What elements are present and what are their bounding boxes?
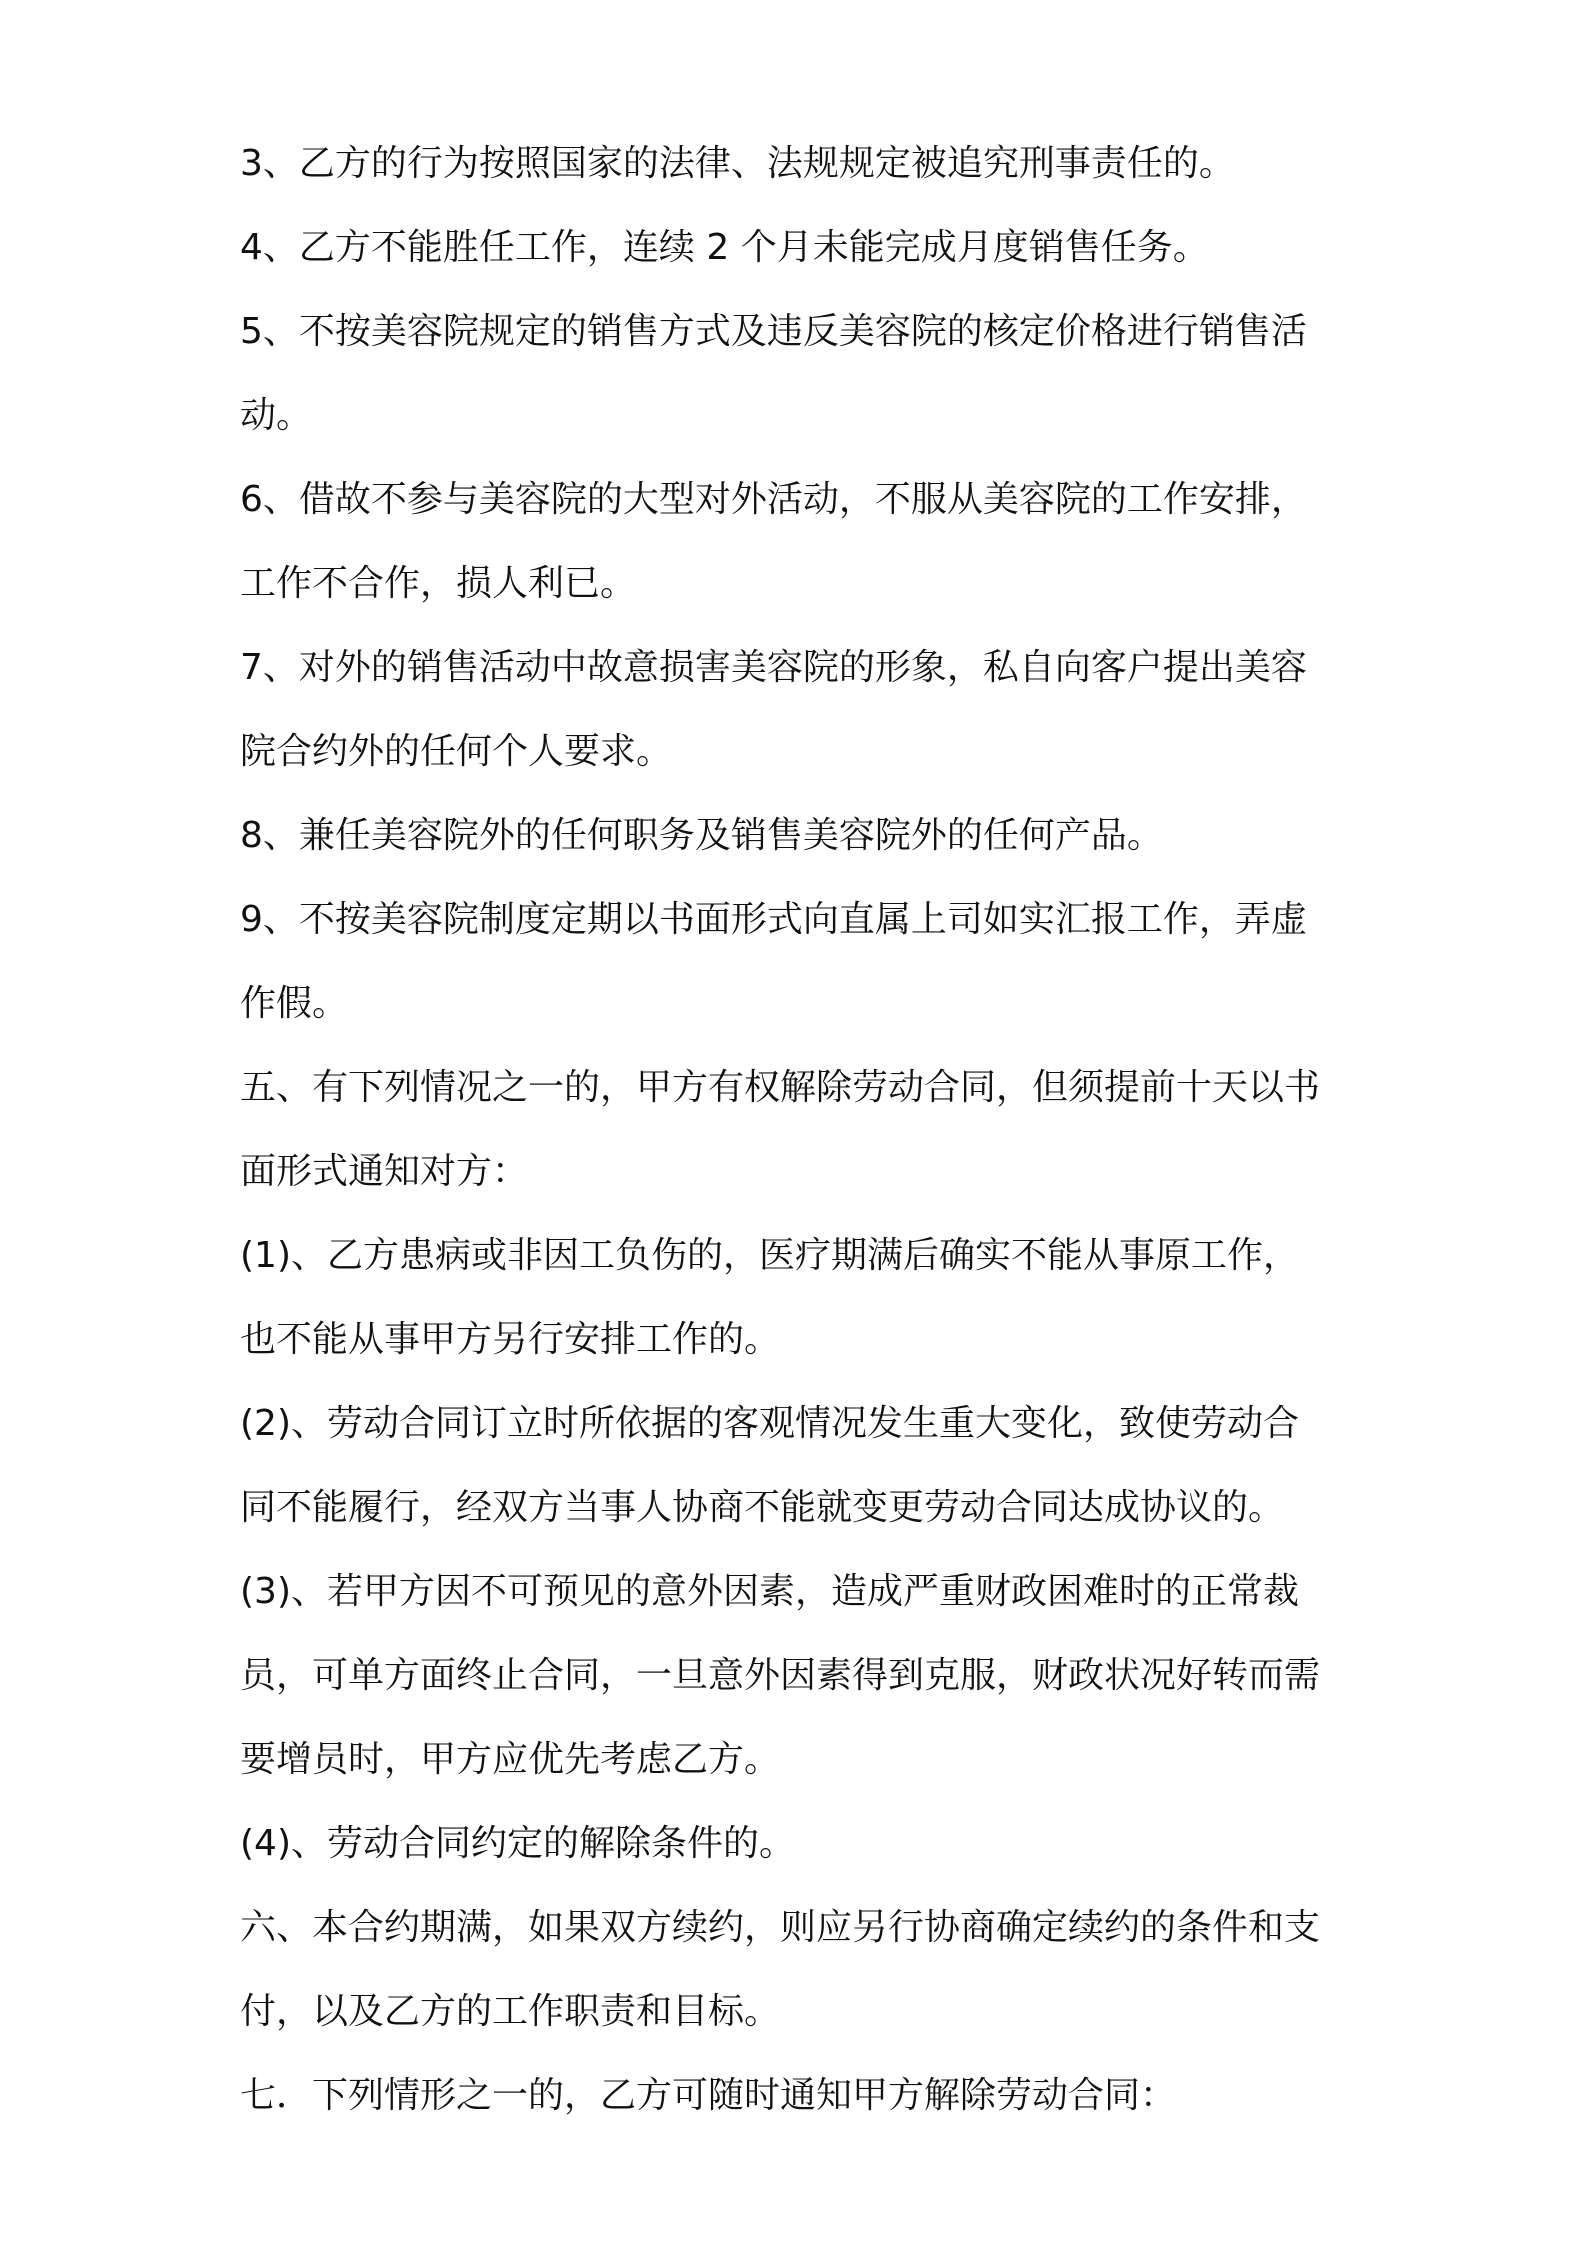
text-line-19: 员，可单方面终止合同，一旦意外因素得到克服，财政状况好转而需 <box>240 1655 1321 1696</box>
text-line-8: 院合约外的任何个人要求。 <box>240 731 673 772</box>
text-line-4: 动。 <box>240 395 313 436</box>
text-line-13: 面形式通知对方： <box>240 1151 529 1192</box>
text-line-20: 要增员时，甲方应优先考虑乙方。 <box>240 1739 781 1780</box>
text-line-11: 作假。 <box>240 983 349 1024</box>
text-line-2: 4、乙方不能胜任工作，连续 2 个月未能完成月度销售任务。 <box>240 227 1209 268</box>
text-line-12: 五、有下列情况之一的，甲方有权解除劳动合同，但须提前十天以书 <box>240 1067 1321 1108</box>
text-line-5: 6、借故不参与美容院的大型对外活动，不服从美容院的工作安排， <box>240 479 1307 520</box>
text-line-22: 六、本合约期满，如果双方续约，则应另行协商确定续约的条件和支 <box>240 1907 1321 1948</box>
text-line-16: (2)、劳动合同订立时所依据的客观情况发生重大变化，致使劳动合 <box>240 1403 1299 1444</box>
text-line-6: 工作不合作，损人利已。 <box>240 563 637 604</box>
text-line-21: (4)、劳动合同约定的解除条件的。 <box>240 1823 795 1864</box>
text-line-10: 9、不按美容院制度定期以书面形式向直属上司如实汇报工作，弄虚 <box>240 899 1307 940</box>
text-line-17: 同不能履行，经双方当事人协商不能就变更劳动合同达成协议的。 <box>240 1487 1285 1528</box>
text-line-7: 7、对外的销售活动中故意损害美容院的形象，私自向客户提出美容 <box>240 647 1307 688</box>
text-line-15: 也不能从事甲方另行安排工作的。 <box>240 1319 781 1360</box>
text-line-14: (1)、乙方患病或非因工负伤的，医疗期满后确实不能从事原工作， <box>240 1235 1299 1276</box>
text-line-23: 付，以及乙方的工作职责和目标。 <box>240 1991 781 2032</box>
text-line-3: 5、不按美容院规定的销售方式及违反美容院的核定价格进行销售活 <box>240 311 1307 352</box>
text-line-9: 8、兼任美容院外的任何职务及销售美容院外的任何产品。 <box>240 815 1163 856</box>
text-line-18: (3)、若甲方因不可预见的意外因素，造成严重财政困难时的正常裁 <box>240 1571 1299 1612</box>
text-line-24: 七．下列情形之一的，乙方可随时通知甲方解除劳动合同： <box>240 2075 1177 2116</box>
document-body <box>240 122 1360 2138</box>
text-line-1: 3、乙方的行为按照国家的法律、法规规定被追究刑事责任的。 <box>240 143 1235 184</box>
